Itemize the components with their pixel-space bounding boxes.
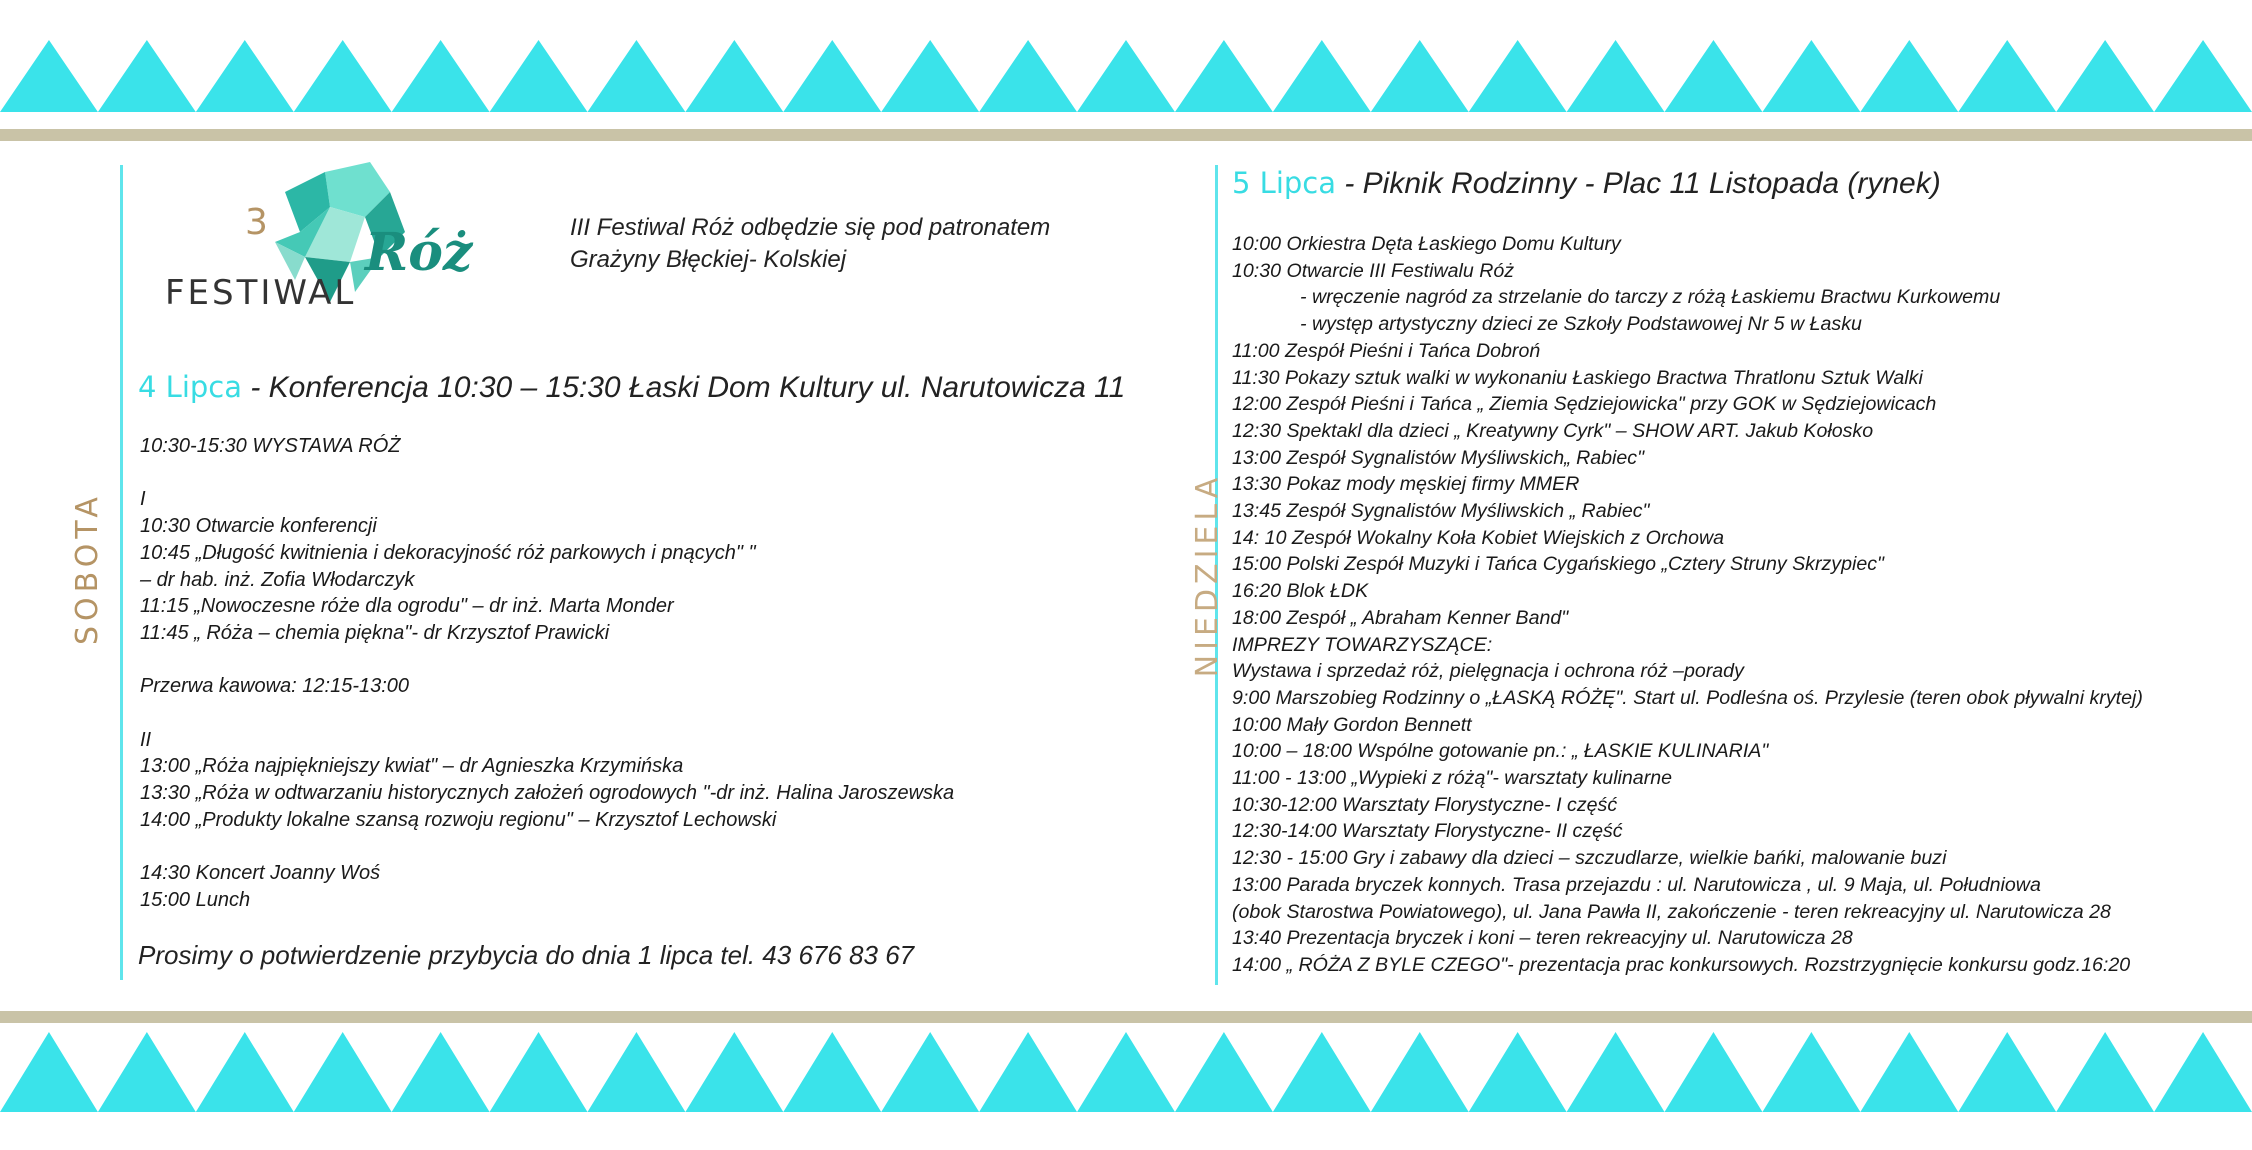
program-line: 10:00 Orkiestra Dęta Łaskiego Domu Kultury — [1232, 233, 1621, 255]
day1-program — [140, 433, 954, 914]
program-line: 16:20 Blok ŁDK — [1232, 580, 1369, 603]
logo-word-festiwal: FESTIWAL — [165, 273, 357, 313]
program-line: 12:30-14:00 Warsztaty Florystyczne- II część — [1232, 820, 1623, 843]
day2-program — [1232, 231, 2143, 979]
program-line: II — [140, 728, 152, 751]
divider-band-top — [0, 129, 2252, 141]
logo-number: 3 — [245, 202, 268, 243]
column-rule-left — [120, 165, 123, 980]
program-line: 10:30 Otwarcie III Festiwalu Róż — [1232, 259, 1515, 282]
zigzag-border-top — [0, 32, 2252, 112]
day2-date: 5 Lipca — [1232, 166, 1337, 200]
program-line: 11:15 „Nowoczesne róże dla ogrodu" – dr inż. Marta Monder — [140, 595, 674, 618]
program-line: 15:00 Lunch — [140, 888, 251, 911]
program-line: 13:40 Prezentacja bryczek i koni – teren rekreacyjny ul. Narutowicza 28 — [1232, 927, 1853, 950]
program-line: 14:00 „ RÓŻA Z BYLE CZEGO"- prezentacja prac konkursowych. Rozstrzygnięcie konkursu godz.16:20 — [1232, 953, 2131, 976]
program-line: 15:00 Polski Zespół Muzyki i Tańca Cygańskiego „Cztery Struny Skrzypiec" — [1232, 553, 1884, 576]
program-line: Przerwa kawowa: 12:15-13:00 — [140, 675, 410, 698]
side-label-sunday: NIEDZIELA — [1190, 472, 1225, 678]
program-line: IMPREZY TOWARZYSZĄCE: — [1232, 633, 1493, 656]
day1-heading — [138, 370, 1125, 405]
program-line: 13:00 Parada bryczek konnych. Trasa przejazdu : ul. Narutowicza , ul. 9 Maja, ul. Południowa — [1232, 873, 2041, 896]
program-line: - wręczenie nagród za strzelanie do tarczy z różą Łaskiemu Bractwu Kurkowemu — [1300, 286, 2001, 309]
program-line: 11:45 „ Róża – chemia piękna"- dr Krzysztof Prawicki — [140, 621, 610, 644]
patronage-line-2: Grażyny Błęckiej- Kolskiej — [570, 246, 847, 273]
day1-date: 4 Lipca — [138, 370, 243, 404]
program-line — [140, 834, 954, 861]
day1-title: - Konferencja 10:30 – 15:30 Łaski Dom Kultury ul. Narutowicza 11 — [242, 371, 1126, 404]
program-line — [140, 700, 954, 727]
program-line: 10:30 Otwarcie konferencji — [140, 515, 377, 538]
program-line: 11:30 Pokazy sztuk walki w wykonaniu Łaskiego Bractwa Thratlonu Sztuk Walki — [1232, 366, 1923, 389]
program-line: Wystawa i sprzedaż róż, pielęgnacja i ochrona róż –porady — [1232, 660, 1744, 683]
side-label-saturday: SOBOTA — [70, 492, 105, 645]
program-line: 10:30-12:00 Warsztaty Florystyczne- I część — [1232, 793, 1618, 816]
program-line: 11:00 - 13:00 „Wypieki z różą"- warsztaty kulinarne — [1232, 767, 1673, 790]
program-line: 10:45 „Długość kwitnienia i dekoracyjność róż parkowych i pnących" " — [140, 541, 756, 564]
program-line: - występ artystyczny dzieci ze Szkoły Podstawowej Nr 5 w Łasku — [1300, 313, 1862, 336]
program-line: 12:30 - 15:00 Gry i zabawy dla dzieci – szczudlarze, wielkie bańki, malowanie buzi — [1232, 847, 1947, 870]
program-line — [140, 647, 954, 674]
program-line: I — [140, 488, 146, 511]
program-line: 12:00 Zespół Pieśni i Tańca „ Ziemia Sędziejowicka" przy GOK w Sędziejowicach — [1232, 393, 1937, 416]
program-line: – dr hab. inż. Zofia Włodarczyk — [140, 568, 415, 591]
divider-band-bottom — [0, 1011, 2252, 1023]
program-line: (obok Starostwa Powiatowego), ul. Jana Pawła II, zakończenie - teren rekreacyjny ul. Narutowicza 28 — [1232, 900, 2111, 923]
program-line: 18:00 Zespół „ Abraham Kenner Band" — [1232, 606, 1569, 629]
program-line: 10:00 – 18:00 Wspólne gotowanie pn.: „ ŁASKIE KULINARIA" — [1232, 740, 1769, 763]
program-line: 14:00 „Produkty lokalne szansą rozwoju regionu" – Krzysztof Lechowski — [140, 808, 777, 831]
zigzag-border-bottom — [0, 1032, 2252, 1112]
program-line: 10:00 Mały Gordon Bennett — [1232, 713, 1472, 736]
festival-logo — [155, 162, 500, 327]
program-line: 13:00 Zespół Sygnalistów Myśliwskich„ Rabiec" — [1232, 446, 1645, 469]
program-line: 11:00 Zespół Pieśni i Tańca Dobroń — [1232, 339, 1541, 362]
rsvp-contact: Prosimy o potwierdzenie przybycia do dnia 1 lipca tel. 43 676 83 67 — [138, 940, 915, 970]
program-line — [140, 460, 954, 487]
program-line: 14:30 Koncert Joanny Woś — [140, 862, 381, 885]
program-line: 13:30 „Róża w odtwarzaniu historycznych założeń ogrodowych "-dr inż. Halina Jaroszewska — [140, 782, 955, 805]
program-line: 14: 10 Zespół Wokalny Koła Kobiet Wiejskich z Orchowa — [1232, 526, 1725, 549]
program-line: 13:30 Pokaz mody męskiej firmy MMER — [1232, 473, 1580, 496]
day2-heading — [1232, 166, 1941, 201]
program-line: 13:45 Zespół Sygnalistów Myśliwskich „ Rabiec" — [1232, 500, 1650, 523]
program-line: 13:00 „Róża najpiękniejszy kwiat" – dr Agnieszka Krzymińska — [140, 755, 684, 778]
patronage-line-1: III Festiwal Róż odbędzie się pod patronatem — [570, 214, 1051, 241]
patronage-note — [570, 212, 1050, 276]
day2-title: - Piknik Rodzinny - Plac 11 Listopada (rynek) — [1336, 167, 1941, 200]
program-line: 12:30 Spektakl dla dzieci „ Kreatywny Cyrk" – SHOW ART. Jakub Kołosko — [1232, 419, 1874, 442]
program-line: 9:00 Marszobieg Rodzinny o „ŁASKĄ RÓŻĘ". Start ul. Podleśna oś. Przylesie (teren obok pływalni krytej) — [1232, 686, 2143, 709]
program-line: 10:30-15:30 WYSTAWA RÓŻ — [140, 435, 401, 457]
logo-word-roz: Róż — [365, 222, 473, 283]
